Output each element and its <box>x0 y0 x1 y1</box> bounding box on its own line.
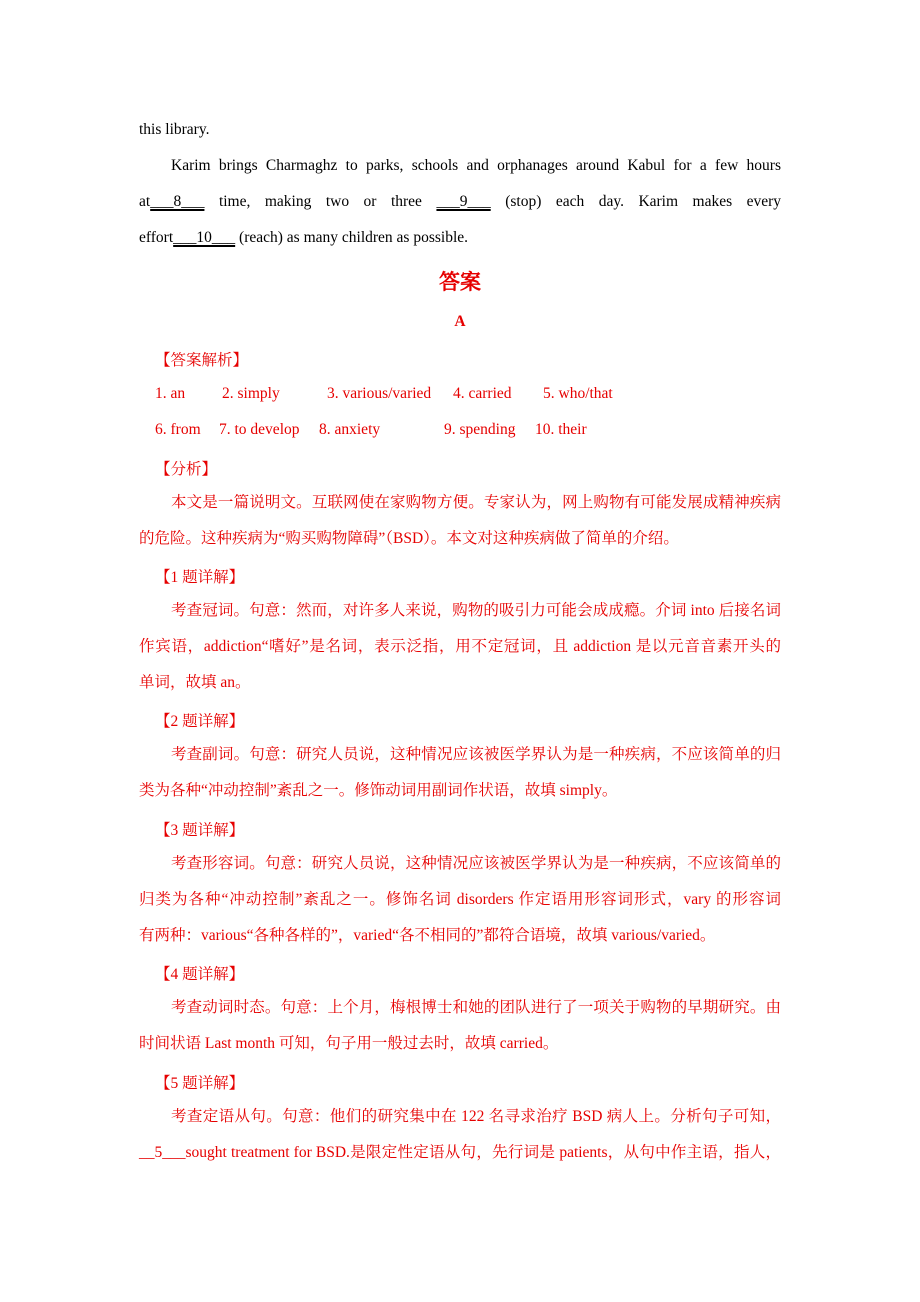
detail-5-header: 【5 题详解】 <box>155 1075 245 1092</box>
answer-item: 10. their <box>535 421 587 438</box>
answer-item: 1. an <box>155 385 186 402</box>
detail-2-header: 【2 题详解】 <box>155 713 245 730</box>
detail-line: 考查冠词。句意：然而，对许多人来说，购物的吸引力可能会成成瘾。介词 into 后接名词 <box>171 602 781 619</box>
answer-item: 3. various/varied <box>327 385 432 402</box>
answer-item: 5. who/that <box>543 385 613 402</box>
detail-line: 考查定语从句。句意：他们的研究集中在 122 名寻求治疗 BSD 病人上。分析句子可知， <box>171 1108 781 1125</box>
detail-line: 考查动词时态。句意：上个月，梅根博士和她的团队进行了一项关于购物的早期研究。由 <box>171 999 781 1016</box>
analysis-line: 的危险。这种疾病为“购买购物障碍”（BSD）。本文对这种疾病做了简单的介绍。 <box>139 530 679 547</box>
detail-line: 考查副词。句意：研究人员说，这种情况应该被医学界认为是一种疾病，不应该简单的归 <box>171 746 781 763</box>
answer-item: 7. to develop <box>219 421 300 438</box>
answer-item: 2. simply <box>222 385 280 402</box>
blank-8: ___8___ <box>150 193 205 210</box>
section-label: A <box>454 313 466 330</box>
detail-line: 考查形容词。句意：研究人员说，这种情况应该被医学界认为是一种疾病，不应该简单的 <box>171 855 781 872</box>
answers-header: 【答案解析】 <box>155 352 249 369</box>
blank-10: ___10___ <box>173 229 236 246</box>
detail-line: 时间状语 Last month 可知，句子用一般过去时，故填 carried。 <box>139 1035 559 1052</box>
passage-line-2: Karim brings Charmaghz to parks, schools and orphanages around Kabul for a few hours <box>171 157 781 174</box>
analysis-header: 【分析】 <box>155 461 218 478</box>
answer-item: 4. carried <box>453 385 512 402</box>
detail-line: __5___sought treatment for BSD.是限定性定语从句，先行词是 patients，从句中作主语，指人， <box>139 1144 781 1161</box>
passage-text: (stop) each day. Karim makes every <box>505 193 782 210</box>
detail-line: 单词，故填 an。 <box>139 674 251 691</box>
detail-3-header: 【3 题详解】 <box>155 822 245 839</box>
answer-item: 6. from <box>155 421 201 438</box>
blank-9: ___9___ <box>436 193 491 210</box>
answer-item: 9. spending <box>444 421 516 438</box>
detail-line: 有两种：various“各种各样的”，varied“各不相同的”都符合语境，故填 various/varied。 <box>139 927 716 944</box>
passage-text: (reach) as many children as possible. <box>239 229 469 246</box>
detail-line: 作宾语，addiction“嗜好”是名词，表示泛指，用不定冠词，且 addiction 是以元音音素开头的 <box>139 638 781 655</box>
detail-1-header: 【1 题详解】 <box>155 569 245 586</box>
passage-text: at <box>139 193 151 210</box>
passage-line-3 <box>139 192 781 212</box>
analysis-line: 本文是一篇说明文。互联网使在家购物方便。专家认为，网上购物有可能发展成精神疾病 <box>171 494 781 511</box>
detail-line: 归类为各种“冲动控制”紊乱之一。修饰名词 disorders 作定语用形容词形式，vary 的形容词 <box>139 891 781 908</box>
detail-4-header: 【4 题详解】 <box>155 966 245 983</box>
answer-item: 8. anxiety <box>319 421 381 438</box>
passage-line-1: this library. <box>139 121 210 138</box>
passage-text: time, making two or three <box>218 193 422 210</box>
passage-text: effort <box>139 229 174 246</box>
detail-line: 类为各种“冲动控制”紊乱之一。修饰动词用副词作状语，故填 simply。 <box>139 782 618 799</box>
answer-title: 答案 <box>439 270 481 294</box>
passage-line-4 <box>139 228 781 248</box>
